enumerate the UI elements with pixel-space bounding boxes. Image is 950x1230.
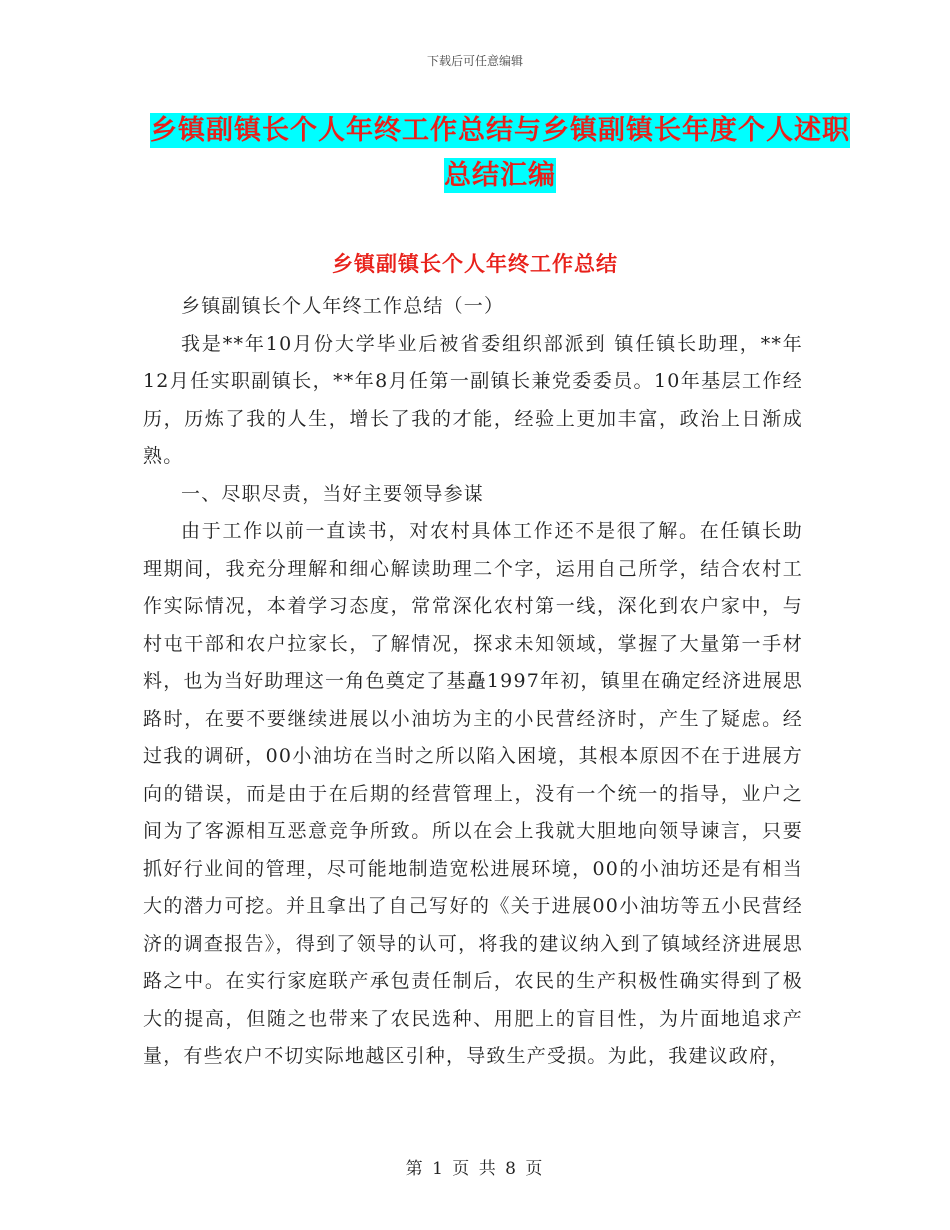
paragraph-intro: 我是**年10月份大学毕业后被省委组织部派到 镇任镇长助理，**年12月任实职副镇长，**年8月任第一副镇长兼党委委员。10年基层工作经历，历炼了我的人生，增长了我的才能，经验上更加丰富，政治上日渐成熟。 [143, 332, 803, 467]
document-title-text: 乡镇副镇长个人年终工作总结与乡镇副镇长年度个人述职总结汇编 [150, 115, 850, 191]
page-number-footer: 第 1 页 共 8 页 [405, 1159, 545, 1179]
document-title [140, 108, 860, 198]
paragraph-body: 由于工作以前一直读书，对农村具体工作还不是很了解。在任镇长助理期间，我充分理解和细心解读助理二个字，运用自己所学，结合农村工作实际情况，本着学习态度，常常深化农村第一线，深化到农户家中，与村屯干部和农户拉家长，了解情况，探求未知领域，掌握了大量第一手材料，也为当好助理这一角色奠定了基矗1997年初，镇里在确定经济进展思路时，在要不要继续进展以小油坊为主的小民营经济时，产生了疑虑。经过我的调研，00小油坊在当时之所以陷入困境，其根本原因不在于进展方向的错误，而是由于在后期的经营管理上，没有一个统一的指导，业户之间为了客源相互恶意竞争所致。所以在会上我就大胆地向领导谏言，只要抓好行业间的管理，尽可能地制造宽松进展环境，00的小油坊还是有相当大的潜力可挖。并且拿出了自己写好的《关于进展00小油坊等五小民营经济的调查报告》，得到了领导的认可，将我的建议纳入到了镇域经济进展思路之中。在实行家庭联产承包责任制后，农民的生产积极性确实得到了极大的提高，但随之也带来了农民选种、用肥上的盲目性，为片面地追求产量，有些农户不切实际地越区引种，导致生产受损。为此，我建议政府， [143, 520, 803, 1067]
document-body [143, 288, 803, 1076]
page-header-note: 下载后可任意编辑 [426, 54, 523, 68]
paragraph-subtitle: 乡镇副镇长个人年终工作总结（一） [181, 295, 505, 317]
paragraph-heading-1: 一、尽职尽责，当好主要领导参谋 [181, 482, 485, 505]
section-title: 乡镇副镇长个人年终工作总结 [332, 252, 618, 276]
